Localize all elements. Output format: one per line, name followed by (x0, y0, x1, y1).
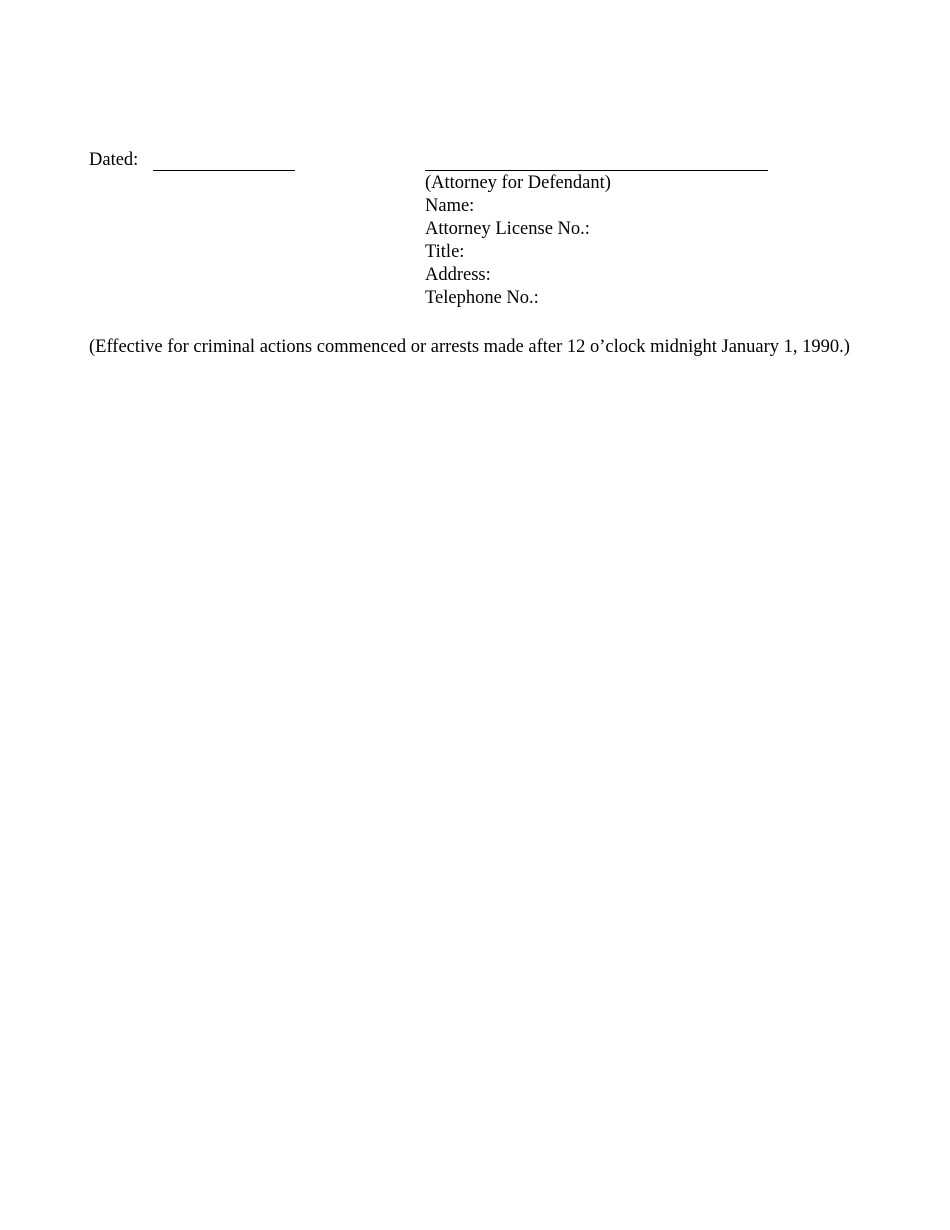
field-license: Attorney License No.: (425, 219, 590, 239)
field-address: Address: (425, 265, 491, 285)
signature-line (425, 170, 768, 171)
field-name: Name: (425, 196, 475, 216)
signature-block (425, 172, 611, 310)
field-title: Title: (425, 242, 465, 262)
field-telephone: Telephone No.: (425, 288, 539, 308)
date-blank-line (153, 170, 295, 171)
dated-label: Dated: (89, 150, 139, 170)
effective-note: (Effective for criminal actions commenced or arrests made after 12 o’clock midnight January 1, 1990.) (89, 337, 850, 357)
attorney-role: (Attorney for Defendant) (425, 173, 611, 193)
